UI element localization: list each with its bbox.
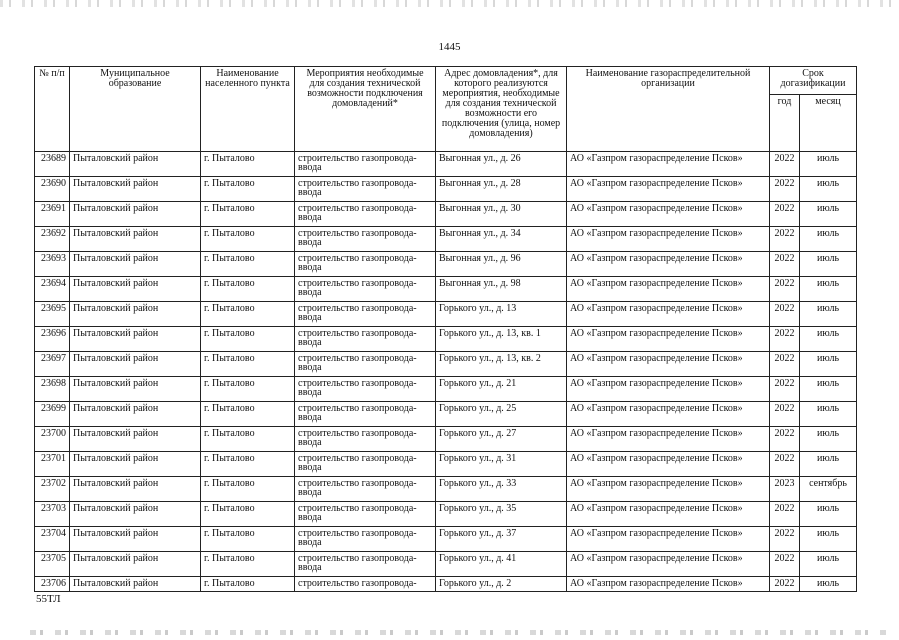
- table-row: [35, 377, 857, 402]
- header-month: месяц: [800, 95, 857, 152]
- year-cell: 2022: [770, 352, 800, 377]
- row-number: 23701: [35, 452, 70, 477]
- year-cell: 2022: [770, 502, 800, 527]
- gas-org-cell: АО «Газпром газораспределение Псков»: [567, 427, 770, 452]
- year-cell: 2022: [770, 202, 800, 227]
- gas-org-cell: АО «Газпром газораспределение Псков»: [567, 377, 770, 402]
- gas-org-cell: АО «Газпром газораспределение Псков»: [567, 502, 770, 527]
- address-cell: Горького ул., д. 13, кв. 2: [436, 352, 567, 377]
- table-row: [35, 152, 857, 177]
- month-cell: июль: [800, 427, 857, 452]
- month-cell: июль: [800, 352, 857, 377]
- month-cell: июль: [800, 302, 857, 327]
- year-cell: 2022: [770, 327, 800, 352]
- address-cell: Горького ул., д. 41: [436, 552, 567, 577]
- gas-org-cell: АО «Газпром газораспределение Псков»: [567, 552, 770, 577]
- header-gas-org: Наименование газораспределительной организации: [567, 67, 770, 152]
- scan-artifact-bottom: [30, 630, 890, 635]
- table-row: [35, 577, 857, 592]
- header-municipality: Муниципальное образование: [70, 67, 201, 152]
- works-cell: строительство газопровода-ввода: [295, 552, 436, 577]
- municipality-cell: Пыталовский район: [70, 327, 201, 352]
- row-number: 23694: [35, 277, 70, 302]
- year-cell: 2022: [770, 227, 800, 252]
- locality-cell: г. Пыталово: [201, 577, 295, 592]
- header-year: год: [770, 95, 800, 152]
- locality-cell: г. Пыталово: [201, 152, 295, 177]
- table-row: [35, 552, 857, 577]
- locality-cell: г. Пыталово: [201, 477, 295, 502]
- row-number: 23700: [35, 427, 70, 452]
- footer-code: 55ТЛ: [36, 593, 61, 605]
- municipality-cell: Пыталовский район: [70, 427, 201, 452]
- row-number: 23702: [35, 477, 70, 502]
- scan-artifact-top: [0, 0, 899, 7]
- works-cell: строительство газопровода-ввода: [295, 402, 436, 427]
- month-cell: июль: [800, 227, 857, 252]
- year-cell: 2022: [770, 527, 800, 552]
- locality-cell: г. Пыталово: [201, 377, 295, 402]
- table-body: [35, 152, 857, 592]
- works-cell: строительство газопровода-ввода: [295, 327, 436, 352]
- month-cell: июль: [800, 152, 857, 177]
- table-row: [35, 202, 857, 227]
- address-cell: Горького ул., д. 33: [436, 477, 567, 502]
- locality-cell: г. Пыталово: [201, 502, 295, 527]
- address-cell: Горького ул., д. 37: [436, 527, 567, 552]
- locality-cell: г. Пыталово: [201, 277, 295, 302]
- address-cell: Горького ул., д. 13: [436, 302, 567, 327]
- row-number: 23692: [35, 227, 70, 252]
- gas-org-cell: АО «Газпром газораспределение Псков»: [567, 452, 770, 477]
- row-number: 23704: [35, 527, 70, 552]
- address-cell: Выгонная ул., д. 98: [436, 277, 567, 302]
- row-number: 23696: [35, 327, 70, 352]
- table-header: [35, 67, 857, 152]
- header-works: Мероприятия необходимые для создания технической возможности подключения домовладений*: [295, 67, 436, 152]
- gas-org-cell: АО «Газпром газораспределение Псков»: [567, 227, 770, 252]
- gas-org-cell: АО «Газпром газораспределение Псков»: [567, 402, 770, 427]
- address-cell: Горького ул., д. 25: [436, 402, 567, 427]
- year-cell: 2022: [770, 402, 800, 427]
- locality-cell: г. Пыталово: [201, 402, 295, 427]
- locality-cell: г. Пыталово: [201, 552, 295, 577]
- municipality-cell: Пыталовский район: [70, 452, 201, 477]
- month-cell: сентябрь: [800, 477, 857, 502]
- header-locality: Наименование населенного пункта: [201, 67, 295, 152]
- gas-org-cell: АО «Газпром газораспределение Псков»: [567, 352, 770, 377]
- locality-cell: г. Пыталово: [201, 327, 295, 352]
- works-cell: строительство газопровода-ввода: [295, 352, 436, 377]
- row-number: 23690: [35, 177, 70, 202]
- municipality-cell: Пыталовский район: [70, 152, 201, 177]
- municipality-cell: Пыталовский район: [70, 277, 201, 302]
- table-row: [35, 227, 857, 252]
- locality-cell: г. Пыталово: [201, 452, 295, 477]
- gasification-table: [34, 66, 857, 592]
- gas-org-cell: АО «Газпром газораспределение Псков»: [567, 252, 770, 277]
- municipality-cell: Пыталовский район: [70, 402, 201, 427]
- locality-cell: г. Пыталово: [201, 177, 295, 202]
- locality-cell: г. Пыталово: [201, 202, 295, 227]
- gas-org-cell: АО «Газпром газораспределение Псков»: [567, 177, 770, 202]
- year-cell: 2022: [770, 152, 800, 177]
- table-row: [35, 527, 857, 552]
- works-cell: строительство газопровода-ввода: [295, 152, 436, 177]
- row-number: 23695: [35, 302, 70, 327]
- works-cell: строительство газопровода-ввода: [295, 427, 436, 452]
- municipality-cell: Пыталовский район: [70, 227, 201, 252]
- month-cell: июль: [800, 252, 857, 277]
- address-cell: Горького ул., д. 2: [436, 577, 567, 592]
- year-cell: 2022: [770, 427, 800, 452]
- year-cell: 2022: [770, 577, 800, 592]
- table-row: [35, 252, 857, 277]
- gas-org-cell: АО «Газпром газораспределение Псков»: [567, 277, 770, 302]
- municipality-cell: Пыталовский район: [70, 252, 201, 277]
- address-cell: Горького ул., д. 21: [436, 377, 567, 402]
- month-cell: июль: [800, 377, 857, 402]
- locality-cell: г. Пыталово: [201, 352, 295, 377]
- table-row: [35, 402, 857, 427]
- locality-cell: г. Пыталово: [201, 427, 295, 452]
- address-cell: Выгонная ул., д. 28: [436, 177, 567, 202]
- month-cell: июль: [800, 402, 857, 427]
- works-cell: строительство газопровода-ввода: [295, 477, 436, 502]
- gas-org-cell: АО «Газпром газораспределение Псков»: [567, 152, 770, 177]
- municipality-cell: Пыталовский район: [70, 577, 201, 592]
- locality-cell: г. Пыталово: [201, 227, 295, 252]
- table-row: [35, 477, 857, 502]
- header-address: Адрес домовладения*, для которого реализуются мероприятия, необходимые для создания технической возможности его подключения (улица, номер домовладения): [436, 67, 567, 152]
- address-cell: Выгонная ул., д. 34: [436, 227, 567, 252]
- gas-org-cell: АО «Газпром газораспределение Псков»: [567, 527, 770, 552]
- table-row: [35, 502, 857, 527]
- month-cell: июль: [800, 202, 857, 227]
- row-number: 23689: [35, 152, 70, 177]
- table-row: [35, 277, 857, 302]
- works-cell: строительство газопровода-ввода: [295, 227, 436, 252]
- address-cell: Горького ул., д. 27: [436, 427, 567, 452]
- row-number: 23705: [35, 552, 70, 577]
- month-cell: июль: [800, 502, 857, 527]
- works-cell: строительство газопровода-ввода: [295, 452, 436, 477]
- month-cell: июль: [800, 577, 857, 592]
- gas-org-cell: АО «Газпром газораспределение Псков»: [567, 577, 770, 592]
- works-cell: строительство газопровода-ввода: [295, 252, 436, 277]
- municipality-cell: Пыталовский район: [70, 177, 201, 202]
- works-cell: строительство газопровода-ввода: [295, 527, 436, 552]
- table-row: [35, 452, 857, 477]
- works-cell: строительство газопровода-ввода: [295, 177, 436, 202]
- row-number: 23693: [35, 252, 70, 277]
- address-cell: Выгонная ул., д. 30: [436, 202, 567, 227]
- page-number: 1445: [438, 41, 461, 53]
- row-number: 23698: [35, 377, 70, 402]
- month-cell: июль: [800, 177, 857, 202]
- gas-org-cell: АО «Газпром газораспределение Псков»: [567, 302, 770, 327]
- row-number: 23699: [35, 402, 70, 427]
- municipality-cell: Пыталовский район: [70, 302, 201, 327]
- gas-org-cell: АО «Газпром газораспределение Псков»: [567, 477, 770, 502]
- year-cell: 2022: [770, 277, 800, 302]
- row-number: 23706: [35, 577, 70, 592]
- header-term: Срок догазификации: [770, 67, 857, 95]
- address-cell: Горького ул., д. 13, кв. 1: [436, 327, 567, 352]
- table-row: [35, 327, 857, 352]
- month-cell: июль: [800, 527, 857, 552]
- year-cell: 2022: [770, 552, 800, 577]
- municipality-cell: Пыталовский район: [70, 552, 201, 577]
- table-row: [35, 352, 857, 377]
- address-cell: Выгонная ул., д. 26: [436, 152, 567, 177]
- year-cell: 2022: [770, 177, 800, 202]
- municipality-cell: Пыталовский район: [70, 352, 201, 377]
- month-cell: июль: [800, 552, 857, 577]
- year-cell: 2022: [770, 252, 800, 277]
- gas-org-cell: АО «Газпром газораспределение Псков»: [567, 327, 770, 352]
- row-number: 23697: [35, 352, 70, 377]
- works-cell: строительство газопровода-ввода: [295, 377, 436, 402]
- locality-cell: г. Пыталово: [201, 527, 295, 552]
- works-cell: строительство газопровода-: [295, 577, 436, 592]
- month-cell: июль: [800, 452, 857, 477]
- works-cell: строительство газопровода-ввода: [295, 202, 436, 227]
- municipality-cell: Пыталовский район: [70, 477, 201, 502]
- row-number: 23703: [35, 502, 70, 527]
- works-cell: строительство газопровода-ввода: [295, 502, 436, 527]
- address-cell: Горького ул., д. 31: [436, 452, 567, 477]
- month-cell: июль: [800, 327, 857, 352]
- gas-org-cell: АО «Газпром газораспределение Псков»: [567, 202, 770, 227]
- locality-cell: г. Пыталово: [201, 252, 295, 277]
- locality-cell: г. Пыталово: [201, 302, 295, 327]
- year-cell: 2022: [770, 302, 800, 327]
- works-cell: строительство газопровода-ввода: [295, 302, 436, 327]
- month-cell: июль: [800, 277, 857, 302]
- address-cell: Выгонная ул., д. 96: [436, 252, 567, 277]
- municipality-cell: Пыталовский район: [70, 377, 201, 402]
- year-cell: 2022: [770, 452, 800, 477]
- municipality-cell: Пыталовский район: [70, 502, 201, 527]
- address-cell: Горького ул., д. 35: [436, 502, 567, 527]
- municipality-cell: Пыталовский район: [70, 202, 201, 227]
- table-row: [35, 177, 857, 202]
- municipality-cell: Пыталовский район: [70, 527, 201, 552]
- table-row: [35, 302, 857, 327]
- row-number: 23691: [35, 202, 70, 227]
- year-cell: 2023: [770, 477, 800, 502]
- works-cell: строительство газопровода-ввода: [295, 277, 436, 302]
- table-row: [35, 427, 857, 452]
- year-cell: 2022: [770, 377, 800, 402]
- header-num: № п/п: [35, 67, 70, 152]
